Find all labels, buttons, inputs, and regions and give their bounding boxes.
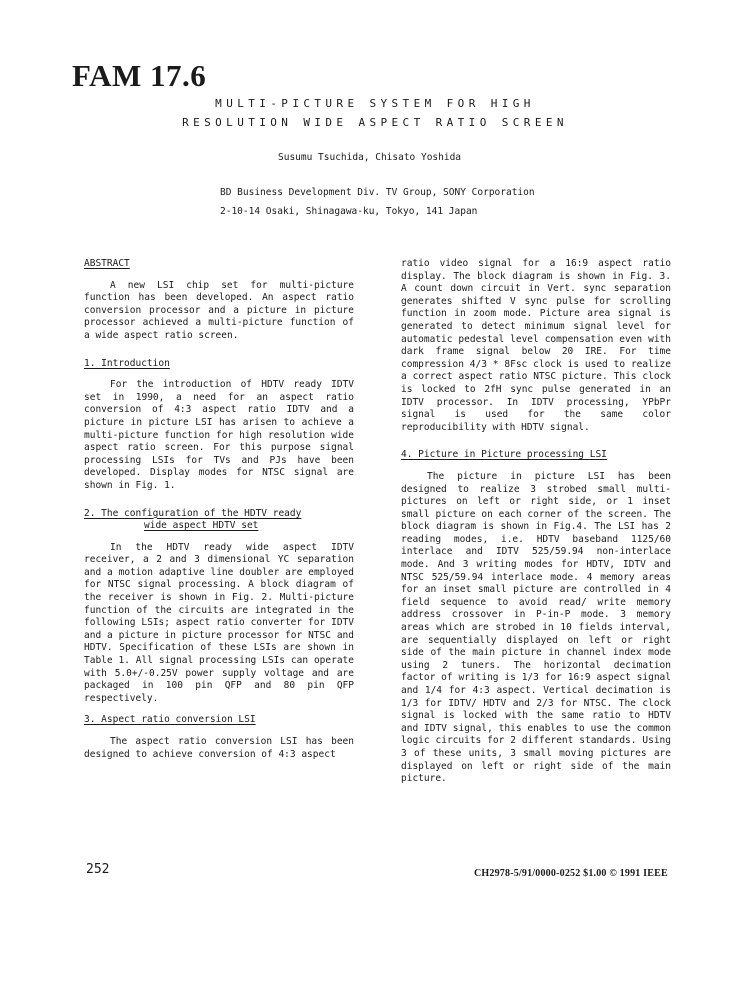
page-number: 252 bbox=[86, 862, 110, 877]
abstract-heading: ABSTRACT bbox=[84, 258, 130, 269]
section-2-text: In the HDTV ready wide aspect IDTV receiver, a 2 and 3 dimensional YC separation and a motion adaptive line doubler are employed for NTSC signal processing. A block diagram of the receiver is shown in Fig. 2. Multi-picture function of the circuits are integrated in the following LSIs; aspect ratio converter for IDTV and a picture in picture processor for NTSC and HDTV. Specification of these LSIs are shown in Table 1. All signal processing LSIs can operate with 5.0+/-0.25V power supply voltage and are packaged in 100 pin QFP and 80 pin QFP respectively. bbox=[84, 541, 354, 704]
abstract-text: A new LSI chip set for multi-picture function has been developed. An aspect ratio conversion processor and a picture in picture processor achieved a multi-picture function of a wide aspect ratio screen. bbox=[84, 279, 354, 341]
section-2-heading-line-2: wide aspect HDTV set bbox=[144, 520, 259, 532]
section-3-text-start: The aspect ratio conversion LSI has been designed to achieve conversion of 4:3 aspect bbox=[84, 736, 354, 760]
left-column bbox=[84, 258, 354, 761]
publication-identifier: CH2978-5/91/0000-0252 $1.00 © 1991 IEEE bbox=[474, 868, 668, 879]
section-3-text-continued: ratio video signal for a 16:9 aspect ratio display. The block diagram is shown in Fig. 3. A count down circuit in Vert. sync separation generates shifted V sync pulse for scrolling function in zoom mode. Picture area signal is generated to detect minimum signal level for automatic pedestal level compensation even with dark frame signal below 20 IRE. For time compression 4/3 * 8Fsc clock is used to realize a correct aspect ratio NTSC picture. This clock is locked to 2fH sync pulse generated in an IDTV processor. In IDTV processing, YPbPr signal is used for the same color reproducibility with HDTV signal. bbox=[401, 258, 671, 433]
right-column bbox=[401, 258, 671, 786]
paper-title-line-2: RESOLUTION WIDE ASPECT RATIO SCREEN bbox=[182, 116, 568, 129]
section-4-text: The picture in picture LSI has been designed to realize 3 strobed small multi-pictures on left or right side, or 1 inset small picture on each corner of the screen. The block diagram is shown in Fig.4. The LSI has 2 reading modes, i.e. HDTV baseband 1125/60 interlace and IDTV 525/59.94 non-interlace mode. And 3 writing modes for HDTV, IDTV and NTSC 525/59.94 interlace mode. 4 memory areas for an inset small picture are controlled in 4 field sequence to avoid read/ write memory address crossover in P-in-P mode. 3 memory areas which are strobed in 10 fields interval, are sequentially displayed on left or right side of the main picture in channel index mode using 2 tuners. The horizontal decimation factor of writing is 1/3 for 16:9 aspect signal and 1/4 for 4:3 aspect. Vertical decimation is 1/3 for IDTV/ HDTV and 2/3 for NTSC. The clock signal is locked with the same ratio to HDTV and IDTV signal, this enables to use the common logic circuits for 2 different standards. Using 3 of these units, 3 small moving pictures are displayed on left or right side of the main picture. bbox=[401, 470, 671, 785]
paper-title-line-1: MULTI-PICTURE SYSTEM FOR HIGH bbox=[215, 97, 535, 110]
section-1-text: For the introduction of HDTV ready IDTV set in 1990, a need for an aspect ratio conversion of 4:3 aspect ratio IDTV and a picture in picture LSI has arisen to achieve a multi-picture function for high resolution wide aspect ratio screen. For this purpose signal processing LSIs for TVs and PJs have been developed. Display modes for NTSC signal are shown in Fig. 1. bbox=[84, 379, 354, 491]
section-2-heading-line-1: 2. The configuration of the HDTV ready bbox=[84, 507, 302, 519]
address: 2-10-14 Osaki, Shinagawa-ku, Tokyo, 141 Japan bbox=[220, 206, 478, 217]
section-3-heading: 3. Aspect ratio conversion LSI bbox=[84, 714, 256, 726]
section-1-heading: 1. Introduction bbox=[84, 357, 170, 369]
section-4-heading: 4. Picture in Picture processing LSI bbox=[401, 449, 607, 461]
session-number: FAM 17.6 bbox=[72, 58, 207, 93]
organization: BD Business Development Div. TV Group, SONY Corporation bbox=[220, 187, 535, 198]
authors: Susumu Tsuchida, Chisato Yoshida bbox=[278, 152, 462, 163]
